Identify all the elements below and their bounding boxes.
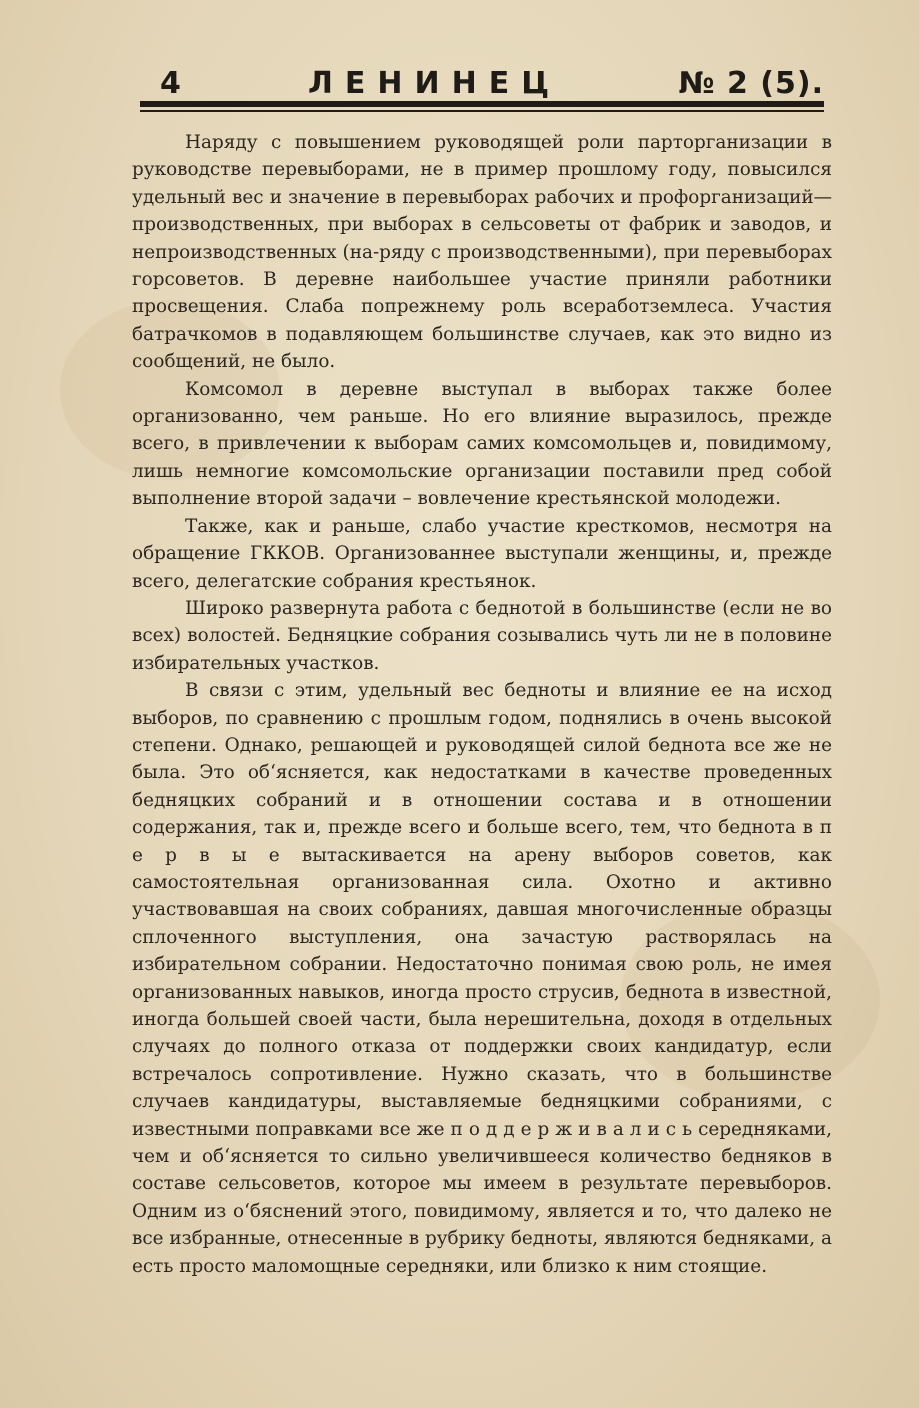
issue-number: № 2 (5).: [678, 66, 824, 101]
paragraph: Широко развернута работа с беднотой в большинстве (если не во всех) волостей. Бедняцкие собрания созывались чуть ли не в половине избирательных участков.: [132, 597, 832, 674]
header-rule-thin: [140, 110, 824, 112]
paragraph: Наряду с повышением руководящей роли парторганизации в руководстве перевыборами, не в пример прошлому году, повысился удельный вес и значение в перевыборах рабочих и профорганизаций—производственных, при выборах в сельсоветы от фабрик и заводов, и непроизводственных (на-ряду с производственными), при перевыборах горсоветов. В деревне наибольшее участие приняли работники просвещения. Слаба попрежнему роль всеработземлеса. Участия батрачкомов в подавляющем большинстве случаев, как это видно из сообщений, не было.: [132, 132, 832, 373]
header-rule-thick: [140, 101, 824, 107]
newspaper-title: ЛЕНИНЕЦ: [308, 66, 562, 101]
page-number: 4: [160, 66, 181, 101]
article-body: [132, 129, 832, 1280]
paragraph: В связи с этим, удельный вес бедноты и влияние ее на исход выборов, по сравнению с прошлым годом, поднялись в очень высокой степени. Однако, решающей и руководящей силой беднота все же не была. Это об‘ясняется, как недостатками в качестве проведенных бедняцких собраний и в отношении состава и в отношении содержания, так и, прежде всего и больше всего, тем, что беднота в п е р в ы е вытаскивается на арену выборов советов, как самостоятельная организованная сила. Охотно и активно участвовавшая на своих собраниях, давшая многочисленные образцы сплоченного выступления, она зачастую растворялась на избирательном собрании. Недостаточно понимая свою роль, не имея организованных навыков, иногда просто струсив, беднота в известной, иногда большей своей части, была нерешительна, доходя в отдельных случаях до полного отказа от поддержки своих кандидатур, если встречалось сопротивление. Нужно сказать, что в большинстве случаев кандидатуры, выставляемые бедняцкими собраниями, с известными поправками все же п о д д е р ж и в а л и с ь середняками, чем и об‘ясняется то сильно увеличившееся количество бедняков в составе сельсоветов, которое мы имеем в результате перевыборов. Одним из о‘бяснений этого, повидимому, является и то, что далеко не все избранные, отнесенные в рубрику бедноты, являются бедняками, а есть просто маломощные середняки, или близко к ним стоящие.: [132, 680, 832, 1277]
paragraph: Комсомол в деревне выступал в выборах также более организованно, чем раньше. Но его влияние выразилось, прежде всего, в привлечении к выборам самих комсомольцев и, повидимому, лишь немногие комсомольские организации поставили пред собой выполнение второй задачи – вовлечение крестьянской молодежи.: [132, 378, 832, 510]
page-header: [140, 62, 824, 102]
paragraph: Также, как и раньше, слабо участие кресткомов, несмотря на обращение ГККОВ. Организованнее выступали женщины, и, прежде всего, делегатские собрания крестьянок.: [132, 515, 832, 592]
